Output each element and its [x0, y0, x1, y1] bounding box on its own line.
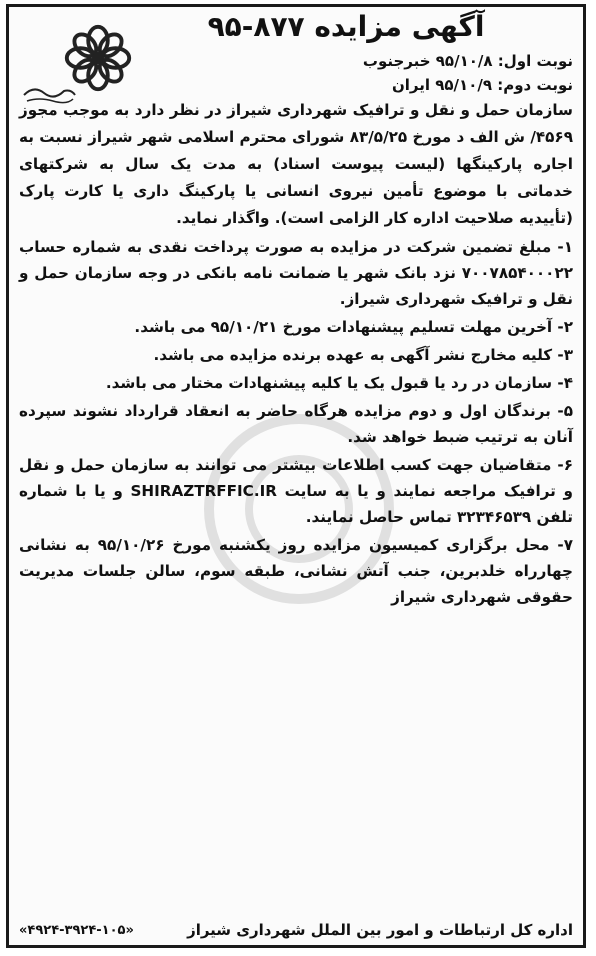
clause-4: ۴- سازمان در رد یا قبول یک یا کلیه پیشنهادات مختار می باشد. [105, 374, 573, 392]
clause-2: ۲- آخرین مهلت تسلیم پیشنهادات مورخ ۹۵/۱۰/۲۱ می باشد. [134, 318, 573, 336]
clause-5: ۵- برندگان اول و دوم مزایده هرگاه حاضر به انعقاد قرارداد نشوند سپرده آنان به ترتیب ضبط خواهد شد. [19, 402, 573, 446]
intro-paragraph: سازمان حمل و نقل و ترافیک شهرداری شیراز در نظر دارد به موجب مجوز ۴۵۶۹/ ش الف د مورخ ۸۳/۵/۲۵ شورای محترم اسلامی شهر شیراز نسبت به اجاره پارکینگها (لیست پیوست اسناد) به مدت یک سال به شرکتهای خدماتی با موضوع تأمین نیروی انسانی یا پارکینگ داری یا کارت پارک (تأییدیه صلاحیت اداره کار الزامی است). واگذار نماید. [19, 101, 573, 227]
footer [19, 921, 573, 939]
first-publication-line: نوبت اول: ۹۵/۱۰/۸ خبرجنوب [362, 52, 573, 70]
logo-calligraphy-icon [19, 77, 79, 107]
clause-7: ۷- محل برگزاری کمیسیون مزایده روز یکشنبه مورخ ۹۵/۱۰/۲۶ به نشانی چهارراه خلدبرین، جنب آتش نشانی، طبقه سوم، سالن جلسات مدیریت حقوقی شهرداری شیراز [19, 536, 574, 606]
advertisement-body [19, 9, 573, 945]
advertisement-frame [6, 4, 586, 948]
clause-1: ۱- مبلغ تضمین شرکت در مزایده به صورت پرداخت نقدی به شماره حساب ۷۰۰۷۸۵۴۰۰۰۲۲ نزد بانک شهر یا ضمانت نامه بانکی در وجه سازمان حمل و نقل و ترافیک شهرداری شیراز. [19, 238, 573, 308]
page-title: آگهی مزایده ۸۷۷-۹۵ [207, 10, 485, 43]
footer-organization: اداره کل ارتباطات و امور بین الملل شهرداری شیراز [187, 921, 573, 939]
clause-3: ۳- کلیه مخارج نشر آگهی به عهده برنده مزایده می باشد. [153, 346, 573, 364]
clause-6: ۶- متقاضیان جهت کسب اطلاعات بیشتر می توانند به سازمان حمل و نقل و ترافیک مراجعه نمایند و یا به سایت SHIRAZTRFFIC.IR و یا با شماره تلفن ۳۲۳۴۶۵۳۹ تماس حاصل نمایند. [19, 456, 573, 526]
second-publication-line: نوبت دوم: ۹۵/۱۰/۹ ایران [391, 76, 573, 94]
footer-code: «۴۹۲۴-۳۹۲۴-۱۰۵» [19, 922, 134, 938]
